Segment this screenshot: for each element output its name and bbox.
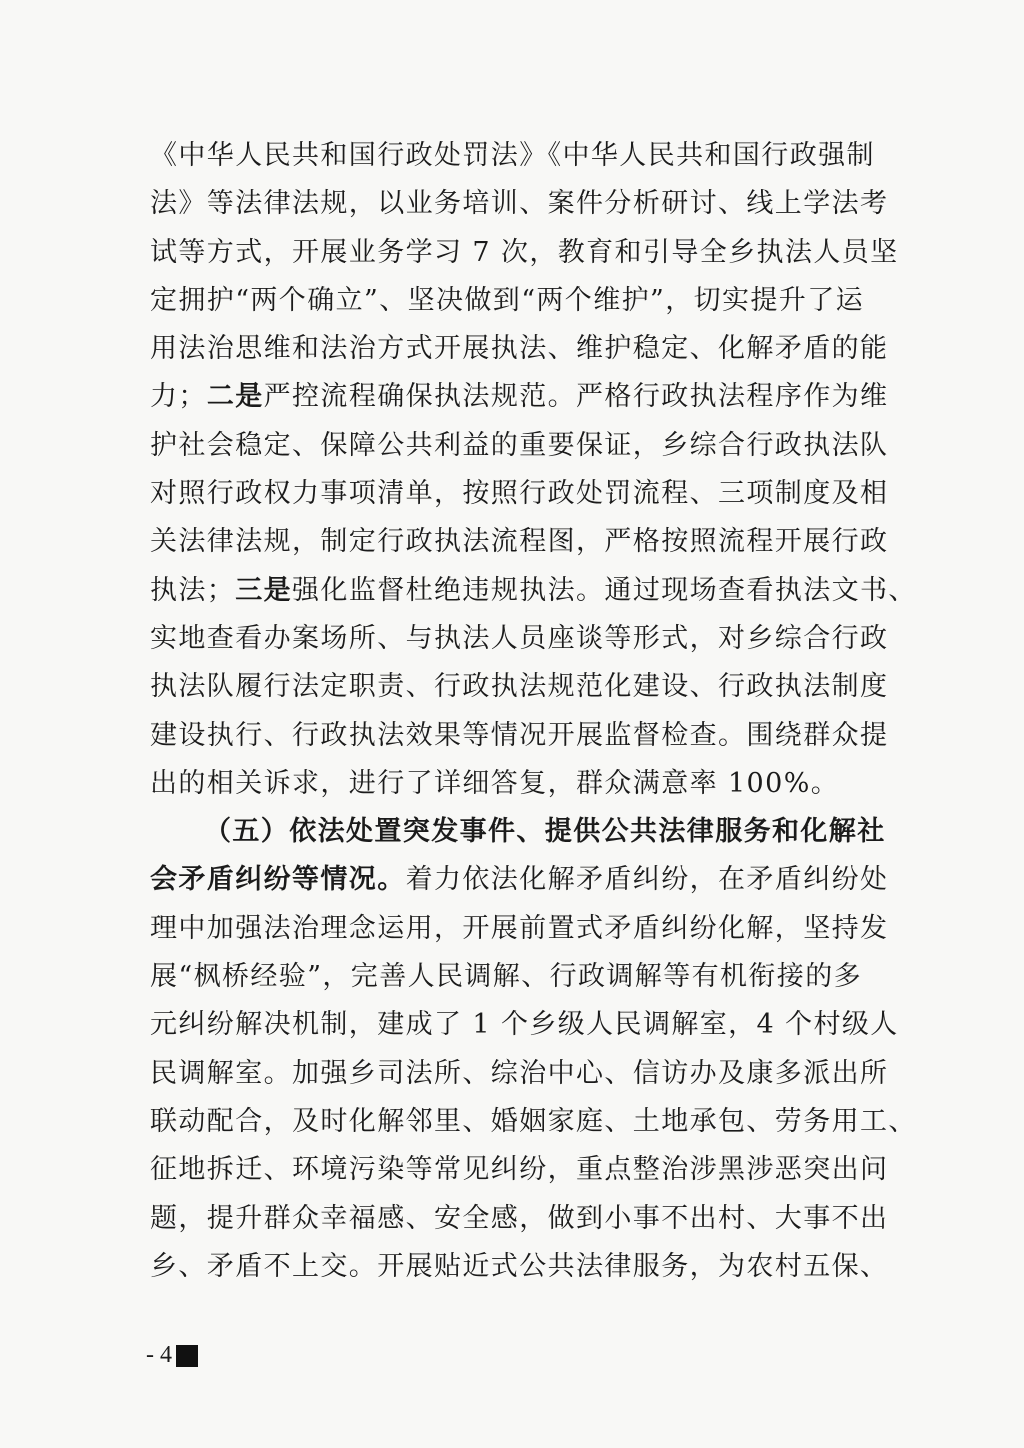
text-segment: 建设执行、行政执法效果等情况开展监督检查。围绕群众提 xyxy=(150,719,889,751)
text-segment: 关法律法规，制定行政执法流程图，严格按照流程开展行政 xyxy=(150,526,889,558)
text-line xyxy=(150,615,889,663)
text-line xyxy=(150,1050,889,1098)
bold-text: 三是 xyxy=(235,574,293,606)
text-segment: 联动配合，及时化解邻里、婚姻家庭、土地承包、劳务用工、 xyxy=(150,1105,917,1137)
text-segment: 执法队履行法定职责、行政执法规范化建设、行政执法制度 xyxy=(150,671,889,703)
text-segment: 试等方式，开展业务学习 7 次，教育和引导全乡执法人员坚 xyxy=(150,236,899,268)
text-segment: 护社会稳定、保障公共利益的重要保证，乡综合行政执法队 xyxy=(150,429,889,461)
text-segment: 法》等法律法规，以业务培训、案件分析研讨、线上学法考 xyxy=(150,188,889,220)
text-segment: 元纠纷解决机制，建成了 1 个乡级人民调解室，4 个村级人 xyxy=(150,1009,899,1041)
body-text xyxy=(150,132,917,1291)
text-segment: 用法治思维和法治方式开展执法、维护稳定、化解矛盾的能 xyxy=(150,333,889,365)
text-line xyxy=(150,1001,899,1049)
text-line xyxy=(150,1146,889,1194)
text-line xyxy=(150,277,865,325)
text-line xyxy=(150,373,889,421)
text-line xyxy=(150,663,889,711)
page-number: - 4 xyxy=(146,1342,172,1368)
text-segment: 理中加强法治理念运用，开展前置式矛盾纠纷化解，坚持发 xyxy=(150,912,889,944)
text-line xyxy=(150,470,889,518)
text-line xyxy=(150,712,889,760)
bold-text: 会矛盾纠纷等情况。 xyxy=(150,864,406,896)
text-segment: 征地拆迁、环境污染等常见纠纷，重点整治涉黑涉恶突出问 xyxy=(150,1154,889,1186)
text-line xyxy=(150,229,899,277)
text-segment: 展“枫桥经验”，完善人民调解、行政调解等有机衔接的多 xyxy=(150,961,863,993)
text-line xyxy=(150,567,917,615)
text-line xyxy=(150,953,862,1001)
text-line xyxy=(150,325,889,373)
bold-text: 二是 xyxy=(206,381,264,413)
text-segment: 实地查看办案场所、与执法人员座谈等形式，对乡综合行政 xyxy=(150,622,889,654)
text-segment: 乡、矛盾不上交。开展贴近式公共法律服务，为农村五保、 xyxy=(150,1250,889,1282)
text-segment: 着力依法化解矛盾纠纷，在矛盾纠纷处 xyxy=(405,864,889,896)
text-line xyxy=(150,760,862,808)
text-segment: 力； xyxy=(150,381,207,413)
text-line xyxy=(150,808,886,856)
text-line xyxy=(150,180,889,228)
text-line xyxy=(150,1195,889,1243)
text-segment: 执法； xyxy=(150,574,236,606)
text-segment: 题，提升群众幸福感、安全感，做到小事不出村、大事不出 xyxy=(150,1202,889,1234)
text-segment: 强化监督杜绝违规执法。通过现场查看执法文书、 xyxy=(292,574,917,606)
page-footer xyxy=(146,1342,198,1369)
text-line xyxy=(150,422,889,470)
text-segment: 出的相关诉求，进行了详细答复，群众满意率 100%。 xyxy=(150,767,840,799)
text-segment: 《中华人民共和国行政处罚法》《中华人民共和国行政强制 xyxy=(150,140,875,171)
text-line xyxy=(150,1243,889,1291)
text-line xyxy=(150,856,889,904)
text-line xyxy=(150,905,889,953)
text-segment: 严控流程确保执法规范。严格行政执法程序作为维 xyxy=(263,381,889,413)
text-segment: 民调解室。加强乡司法所、综治中心、信访办及康多派出所 xyxy=(150,1057,889,1089)
page-marker-block xyxy=(176,1345,198,1367)
text-segment: 对照行政权力事项清单，按照行政处罚流程、三项制度及相 xyxy=(150,478,889,510)
bold-text: （五）依法处置突发事件、提供公共法律服务和化解社 xyxy=(204,816,886,848)
text-segment: 定拥护“两个确立”、坚决做到“两个维护”，切实提升了运 xyxy=(150,284,865,316)
text-line xyxy=(150,518,889,566)
text-line xyxy=(150,132,875,180)
text-line xyxy=(150,1098,917,1146)
